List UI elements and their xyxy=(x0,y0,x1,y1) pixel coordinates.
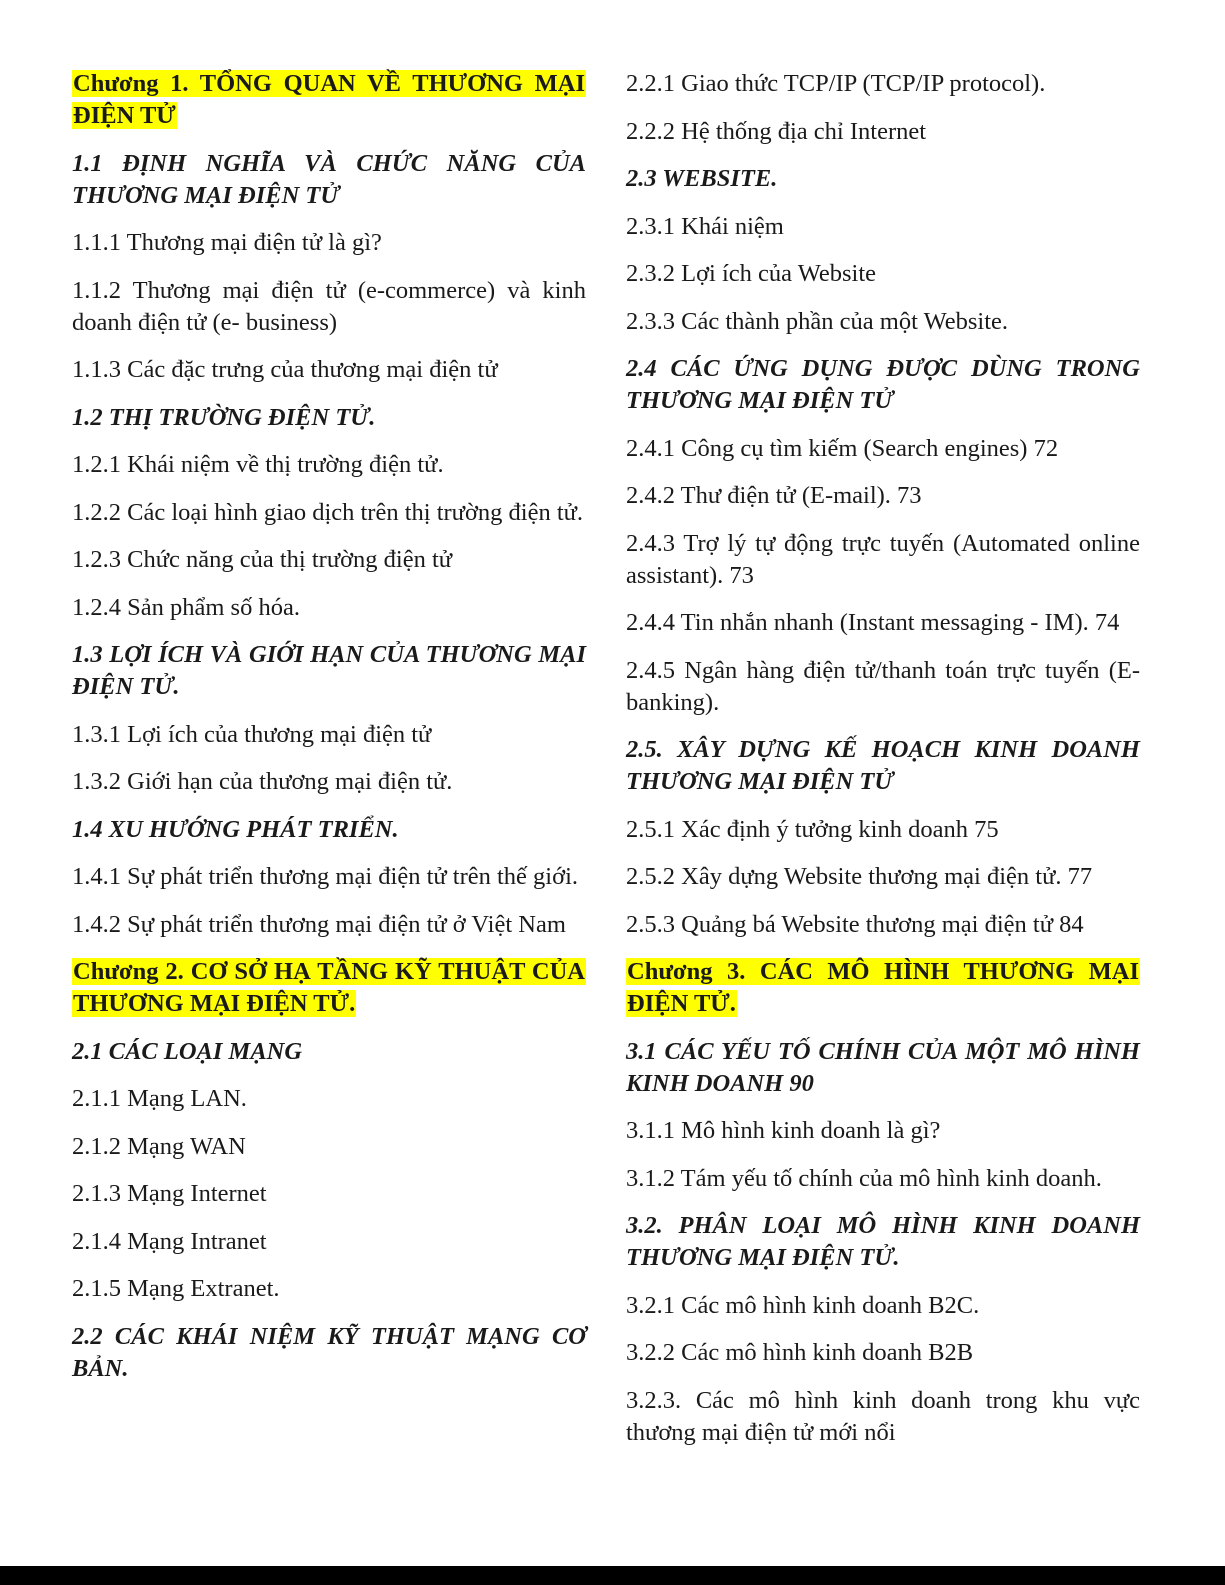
toc-item: 1.1.1 Thương mại điện tử là gì? xyxy=(72,229,382,256)
section-heading: 2.4 CÁC ỨNG DỤNG ĐƯỢC DÙNG TRONG THƯƠNG MẠI ĐIỆN TỬ xyxy=(626,355,1140,414)
toc-item: 2.4.5 Ngân hàng điện tử/thanh toán trực tuyến (E-banking). xyxy=(626,656,1140,716)
toc-item: 2.3.1 Khái niệm xyxy=(626,212,784,240)
toc-item: 1.3.2 Giới hạn của thương mại điện tử. xyxy=(72,768,453,795)
toc-item: 3.2.3. Các mô hình kinh doanh trong khu vực thương mại điện tử mới nổi xyxy=(626,1386,1140,1446)
right-column xyxy=(626,68,1140,1464)
toc-item: 1.1.2 Thương mại điện tử (e-commerce) và kinh doanh điện tử (e- business) xyxy=(72,276,586,336)
left-column xyxy=(72,68,586,1400)
toc-item: 2.5.1 Xác định ý tưởng kinh doanh 75 xyxy=(626,815,999,843)
toc-item: 2.1.3 Mạng Internet xyxy=(72,1180,267,1207)
toc-item: 1.4.1 Sự phát triển thương mại điện tử trên thế giới. xyxy=(72,863,578,890)
toc-item: 1.2.4 Sản phẩm số hóa. xyxy=(72,593,300,621)
toc-item: 3.2.2 Các mô hình kinh doanh B2B xyxy=(626,1339,974,1366)
section-heading: 2.3 WEBSITE. xyxy=(626,165,778,192)
toc-item: 2.4.3 Trợ lý tự động trực tuyến (Automated online assistant). 73 xyxy=(626,529,1140,589)
toc-item: 2.1.2 Mạng WAN xyxy=(72,1132,246,1160)
chapter-heading xyxy=(72,68,586,132)
chapter-heading-text: Chương 2. CƠ SỞ HẠ TẦNG KỸ THUẬT CỦA THƯƠNG MẠI ĐIỆN TỬ. xyxy=(73,958,585,1017)
toc-item: 1.2.3 Chức năng của thị trường điện tử xyxy=(72,546,453,573)
section-heading: 1.3 LỢI ÍCH VÀ GIỚI HẠN CỦA THƯƠNG MẠI ĐIỆN TỬ. xyxy=(72,641,586,700)
bottom-border xyxy=(0,1566,1225,1585)
section-heading: 1.2 THỊ TRƯỜNG ĐIỆN TỬ. xyxy=(72,403,376,431)
section-heading: 3.2. PHÂN LOẠI MÔ HÌNH KINH DOANH THƯƠNG MẠI ĐIỆN TỬ. xyxy=(626,1212,1140,1271)
toc-item: 2.1.1 Mạng LAN. xyxy=(72,1085,247,1112)
section-heading: 1.4 XU HƯỚNG PHÁT TRIỂN. xyxy=(72,815,399,843)
chapter-heading-text: Chương 1. TỔNG QUAN VỀ THƯƠNG MẠI ĐIỆN TỬ xyxy=(73,70,585,129)
chapter-heading xyxy=(72,956,586,1020)
toc-item: 2.5.2 Xây dựng Website thương mại điện tử. 77 xyxy=(626,863,1093,890)
toc-item: 1.2.2 Các loại hình giao dịch trên thị trường điện tử. xyxy=(72,498,584,526)
toc-item: 2.1.4 Mạng Intranet xyxy=(72,1227,267,1255)
section-heading: 2.5. XÂY DỰNG KẾ HOẠCH KINH DOANH THƯƠNG MẠI ĐIỆN TỬ xyxy=(626,736,1140,795)
toc-item: 2.4.4 Tin nhắn nhanh (Instant messaging - IM). 74 xyxy=(626,609,1120,636)
section-heading: 2.1 CÁC LOẠI MẠNG xyxy=(72,1037,303,1065)
toc-item: 3.1.2 Tám yếu tố chính của mô hình kinh doanh. xyxy=(626,1164,1102,1192)
toc-item: 2.2.1 Giao thức TCP/IP (TCP/IP protocol). xyxy=(626,70,1046,97)
toc-item: 2.3.3 Các thành phần của một Website. xyxy=(626,307,1008,335)
chapter-heading xyxy=(626,956,1140,1020)
toc-item: 2.4.1 Công cụ tìm kiếm (Search engines) 72 xyxy=(626,434,1059,462)
toc-item: 1.2.1 Khái niệm về thị trường điện tử. xyxy=(72,451,444,478)
chapter-heading-text: Chương 3. CÁC MÔ HÌNH THƯƠNG MẠI ĐIỆN TỬ. xyxy=(627,958,1139,1017)
toc-item: 1.3.1 Lợi ích của thương mại điện tử xyxy=(72,720,432,748)
toc-item: 2.2.2 Hệ thống địa chỉ Internet xyxy=(626,117,927,145)
section-heading: 2.2 CÁC KHÁI NIỆM KỸ THUẬT MẠNG CƠ BẢN. xyxy=(72,1322,586,1382)
toc-item: 2.3.2 Lợi ích của Website xyxy=(626,260,877,287)
toc-item: 2.1.5 Mạng Extranet. xyxy=(72,1275,280,1302)
section-heading: 3.1 CÁC YẾU TỐ CHÍNH CỦA MỘT MÔ HÌNH KINH DOANH 90 xyxy=(626,1037,1140,1097)
toc-item: 2.4.2 Thư điện tử (E-mail). 73 xyxy=(626,482,922,509)
toc-item: 3.2.1 Các mô hình kinh doanh B2C. xyxy=(626,1291,980,1319)
section-heading: 1.1 ĐỊNH NGHĨA VÀ CHỨC NĂNG CỦA THƯƠNG MẠI ĐIỆN TỬ xyxy=(72,149,586,209)
toc-item: 1.4.2 Sự phát triển thương mại điện tử ở Việt Nam xyxy=(72,910,566,938)
toc-item: 2.5.3 Quảng bá Website thương mại điện tử 84 xyxy=(626,910,1084,938)
toc-item: 1.1.3 Các đặc trưng của thương mại điện tử xyxy=(72,356,498,383)
toc-item: 3.1.1 Mô hình kinh doanh là gì? xyxy=(626,1117,941,1144)
